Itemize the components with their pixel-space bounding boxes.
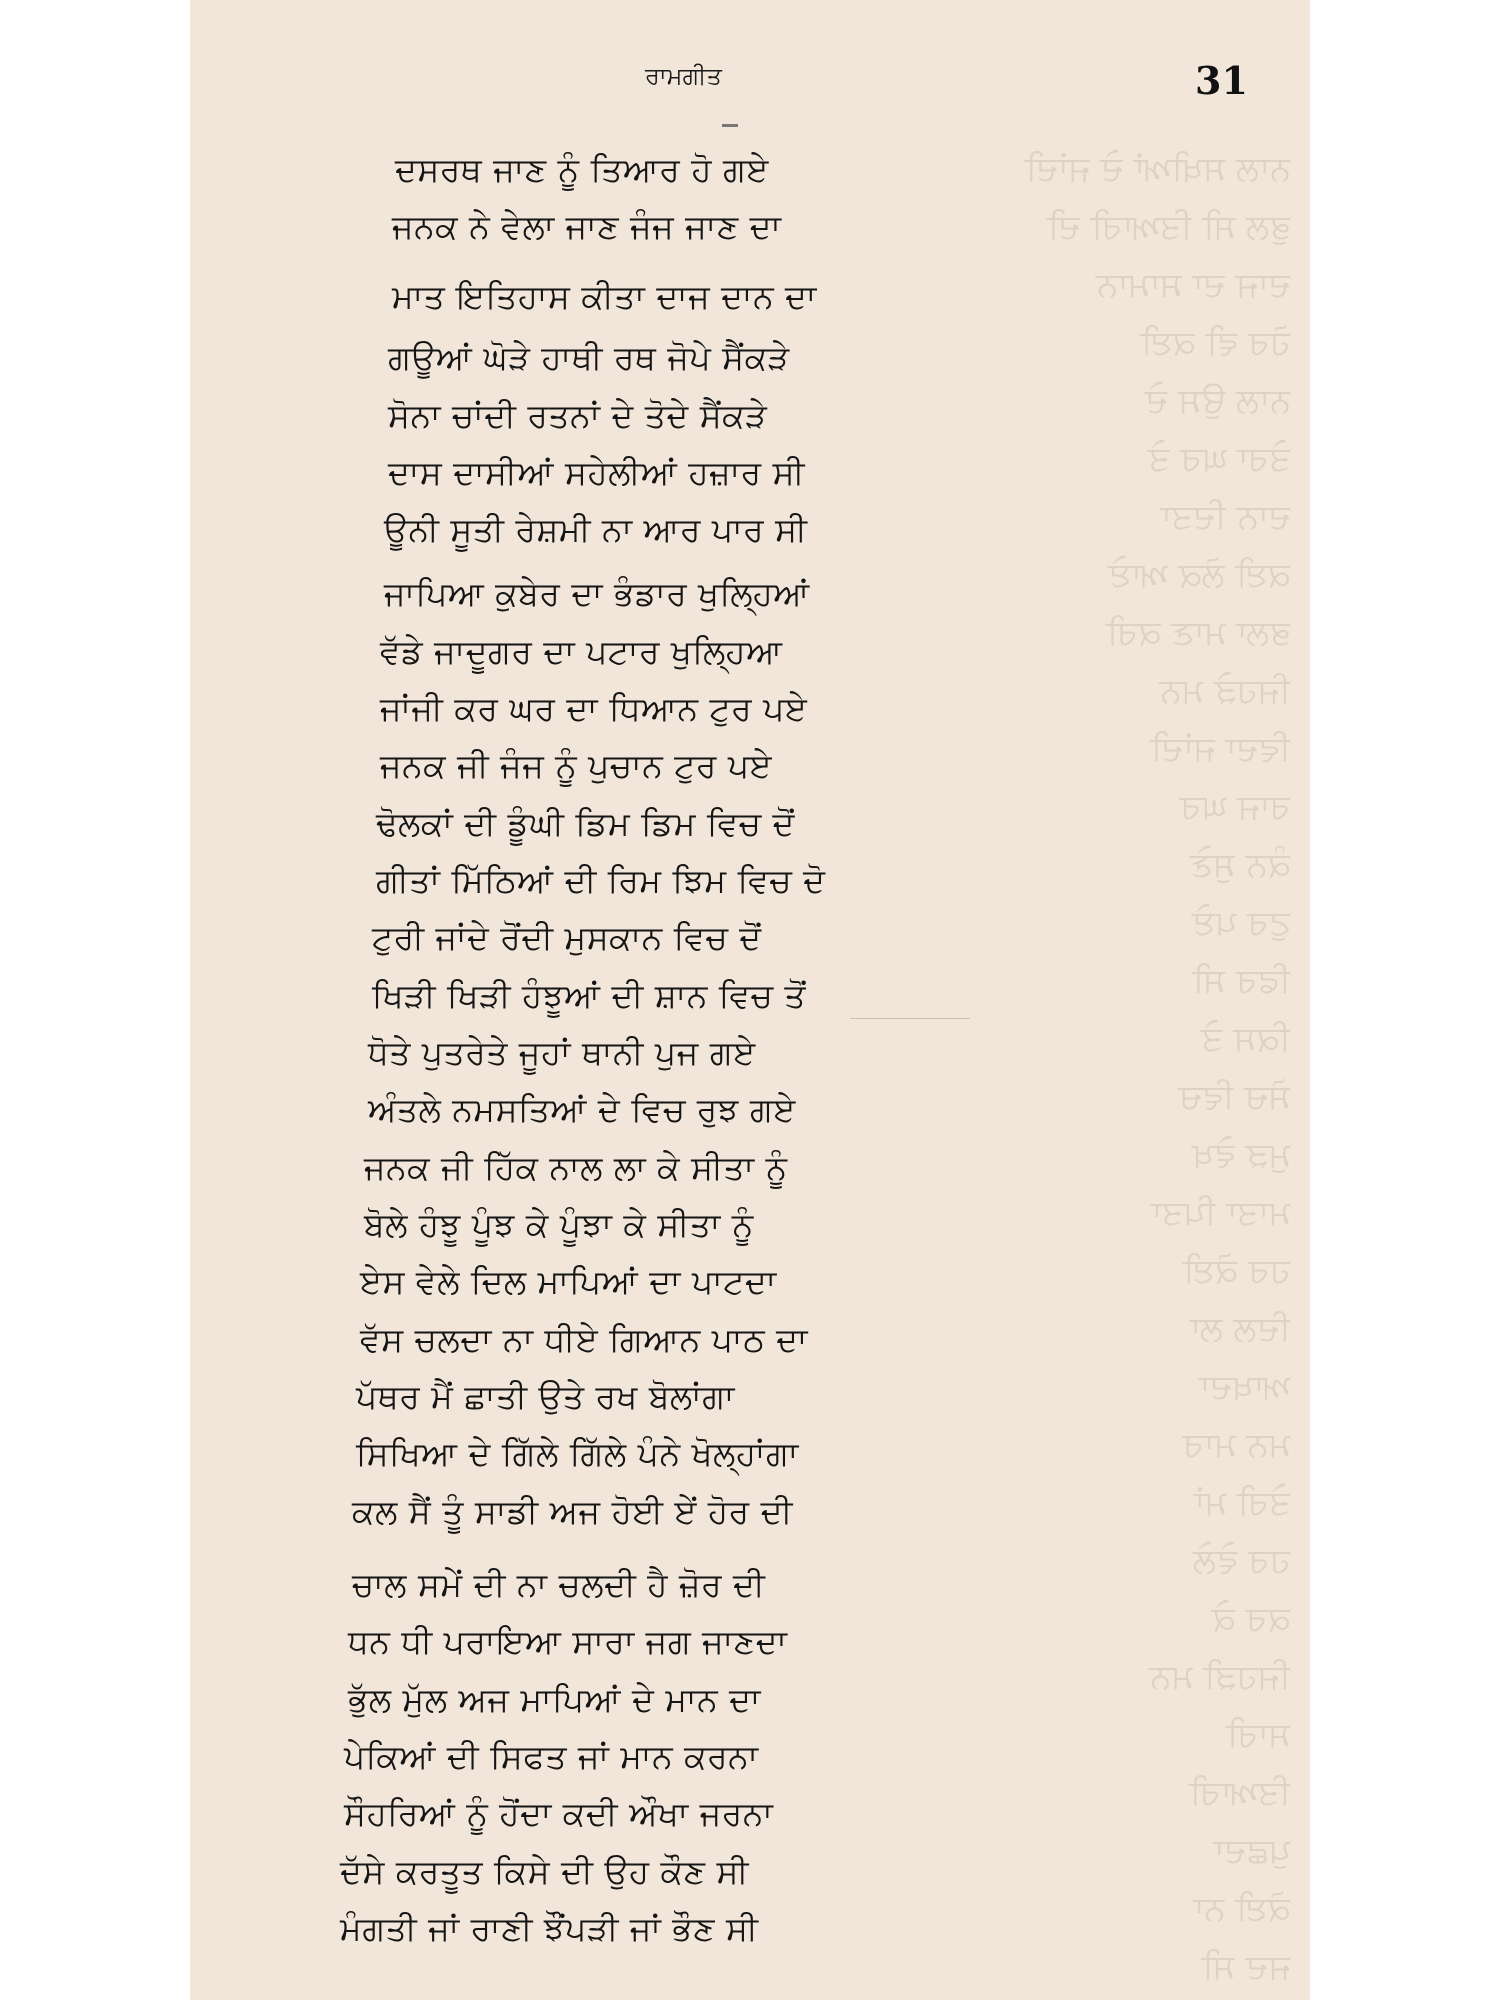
page-number: 31 — [1195, 58, 1248, 103]
verse-line: ਮੰਗਤੀ ਜਾਂ ਰਾਣੀ ਝੌਂਪੜੀ ਜਾਂ ਭੌਣ ਸੀ — [340, 1909, 759, 1948]
verse-line: ਗਊਆਂ ਘੋੜੇ ਹਾਥੀ ਰਥ ਜੋਪੇ ਸੈਂਕੜੇ — [388, 338, 790, 377]
verse-line: ਜਨਕ ਨੇ ਵੇਲਾ ਜਾਣ ਜੰਜ ਜਾਣ ਦਾ — [392, 207, 782, 246]
verse-line: ਵੱਡੇ ਜਾਦੂਗਰ ਦਾ ਪਟਾਰ ਖੁਲ੍ਹਿਆ — [380, 632, 783, 671]
verse-line: ਗੀਤਾਂ ਮਿੱਠਿਆਂ ਦੀ ਰਿਮ ਝਿਮ ਵਿਚ ਦੋ — [376, 861, 826, 900]
verse-line: ਵੱਸ ਚਲਦਾ ਨਾ ਧੀਏ ਗਿਆਨ ਪਾਠ ਦਾ — [360, 1320, 808, 1359]
verse-line: ਸੌਹਰਿਆਂ ਨੂੰ ਹੋਂਦਾ ਕਦੀ ਔਖਾ ਜਰਨਾ — [344, 1794, 774, 1833]
verse-line: ਢੋਲਕਾਂ ਦੀ ਡੂੰਘੀ ਡਿਮ ਡਿਮ ਵਿਚ ਦੋਂ — [376, 804, 795, 843]
verse-line: ਦਾਸ ਦਾਸੀਆਂ ਸਹੇਲੀਆਂ ਹਜ਼ਾਰ ਸੀ — [388, 453, 805, 492]
verse-line: ਜਾਂਜੀ ਕਰ ਘਰ ਦਾ ਧਿਆਨ ਟੁਰ ਪਏ — [380, 689, 808, 728]
verse-line: ਏਸ ਵੇਲੇ ਦਿਲ ਮਾਪਿਆਂ ਦਾ ਪਾਟਦਾ — [360, 1262, 777, 1301]
header-underline — [722, 124, 738, 127]
verse-line: ਖਿੜੀ ਖਿੜੀ ਹੰਝੂਆਂ ਦੀ ਸ਼ਾਨ ਵਿਚ ਤੋਂ — [372, 976, 806, 1015]
verse-line: ਊਨੀ ਸੂਤੀ ਰੇਸ਼ਮੀ ਨਾ ਆਰ ਪਾਰ ਸੀ — [384, 510, 808, 549]
verse-line: ਜਨਕ ਜੀ ਹਿੱਕ ਨਾਲ ਲਾ ਕੇ ਸੀਤਾ ਨੂੰ — [364, 1148, 788, 1187]
running-header-title: ਰਾਮਗੀਤ — [645, 62, 722, 90]
verse-line: ਜਨਕ ਜੀ ਜੰਜ ਨੂੰ ਪੁਚਾਨ ਟੁਰ ਪਏ — [380, 746, 773, 785]
verse-line: ਧੋਤੇ ਪੁਤਰੇਤੇ ਜੂਹਾਂ ਥਾਨੀ ਪੁਜ ਗਏ — [368, 1033, 756, 1072]
paper-mark — [850, 1018, 970, 1019]
verse-line: ਧਨ ਧੀ ਪਰਾਇਆ ਸਾਰਾ ਜਗ ਜਾਣਦਾ — [348, 1622, 788, 1661]
verse-line: ਟੁਰੀ ਜਾਂਦੇ ਰੋਂਦੀ ਮੁਸਕਾਨ ਵਿਚ ਦੋਂ — [372, 918, 762, 957]
verse-line: ਮਾਤ ਇਤਿਹਾਸ ਕੀਤਾ ਦਾਜ ਦਾਨ ਦਾ — [392, 277, 817, 316]
verse-line: ਪੇਕਿਆਂ ਦੀ ਸਿਫਤ ਜਾਂ ਮਾਨ ਕਰਨਾ — [344, 1737, 759, 1776]
verse-line: ਬੋਲੇ ਹੰਝੂ ਪੂੰਝ ਕੇ ਪੂੰਝਾ ਕੇ ਸੀਤਾ ਨੂੰ — [364, 1205, 754, 1244]
verse-line: ਚਾਲ ਸਮੇਂ ਦੀ ਨਾ ਚਲਦੀ ਹੈ ਜ਼ੋਰ ਦੀ — [352, 1565, 766, 1604]
verse-line: ਜਾਪਿਆ ਕੁਬੇਰ ਦਾ ਭੰਡਾਰ ਖੁਲ੍ਹਿਆਂ — [384, 574, 810, 613]
verse-line: ਦਸਰਥ ਜਾਣ ਨੂੰ ਤਿਆਰ ਹੋ ਗਏ — [395, 150, 769, 189]
verse-line: ਦੱਸੇ ਕਰਤੂਤ ਕਿਸੇ ਦੀ ਉਹ ਕੌਣ ਸੀ — [340, 1852, 749, 1891]
book-page — [190, 0, 1310, 2000]
bleed-through-texture: ਨਾਲ ਸਖੀਆਂ ਦੇ ਜਾਂਦੀ ਭੁਲ ਸੀ ਤਿਆਰੀ ਦੀ ਦਾਜ ਦਾ ਸਾਮਾਨ ਹੋਰ ਵੀ ਕਈ ਨਾਲ ਉਸ ਦੇ ਤੇਰਾ ਘਰ ਤੇ ਦਾਨ ਦਿਤਾ ਕਈ ਲੋਕ ਆਏ ਭਲਾ ਮਾਣ ਕਰੀ ਜਿਹੜੇ ਮਨ ਵਿਦਾ ਜਾਂਦੀ ਰਾਜ ਘਰ ਕੰਨ ਸੁਣੇ ਟੁਰ ਪਏ ਫਿਰ ਸੀ ਕਿਸ ਤੇ ਸੋਚ ਵਿਚ ਮੁੜ ਵੇਖ ਮਾਤਾ ਪਿਤਾ ਹਰ ਕੋਈ ਦਿਲ ਲਾ ਆਖਦਾ ਮਨ ਮਾਰ ਤੇਰੀ ਮਾਂ ਹਰ ਵੇਲੇ ਕਰ ਕੇ ਜਿਹੜੀ ਮਨ ਸਾਰੀ ਤਿਆਰੀ ਪੁਛਦਾ ਕੋਈ ਨਾ ਜਦ ਸੀ — [1025, 149, 1290, 1987]
verse-line: ਅੰਤਲੇ ਨਮਸਤਿਆਂ ਦੇ ਵਿਚ ਰੁਝ ਗਏ — [368, 1090, 796, 1129]
verse-line: ਭੁੱਲ ਮੁੱਲ ਅਜ ਮਾਪਿਆਂ ਦੇ ਮਾਨ ਦਾ — [348, 1680, 761, 1719]
verse-line: ਸਿਖਿਆ ਦੇ ਗਿੱਲੇ ਗਿੱਲੇ ਪੰਨੇ ਖੋਲ੍ਹਾਂਗਾ — [356, 1434, 799, 1473]
verse-line: ਕਲ ਸੈਂ ਤੂੰ ਸਾਡੀ ਅਜ ਹੋਈ ਏਂ ਹੋਰ ਦੀ — [352, 1492, 793, 1531]
verse-line: ਸੋਨਾ ਚਾਂਦੀ ਰਤਨਾਂ ਦੇ ਤੋਦੇ ਸੈਂਕੜੇ — [388, 396, 768, 435]
verse-line: ਪੱਥਰ ਮੈਂ ਛਾਤੀ ਉਤੇ ਰਖ ਬੋਲਾਂਗਾ — [356, 1377, 735, 1416]
